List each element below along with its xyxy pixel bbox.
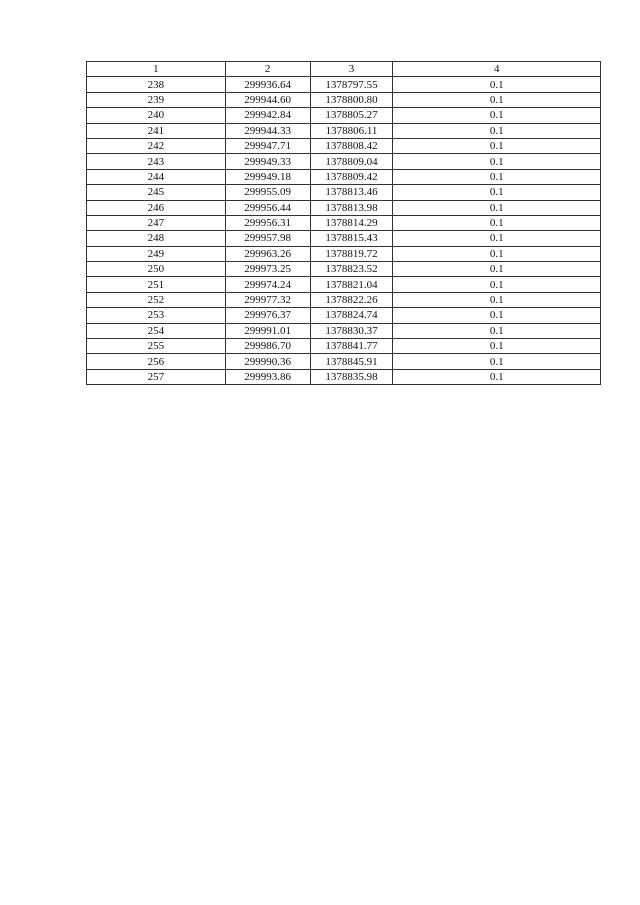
table-cell-col-4: 0.1: [393, 138, 601, 153]
table-cell-col-3: 1378808.42: [310, 138, 393, 153]
table-cell-col-3: 1378815.43: [310, 231, 393, 246]
table-row: [87, 339, 601, 354]
table-cell-col-3: 1378809.04: [310, 154, 393, 169]
table-row: [87, 108, 601, 123]
table-cell-col-2: 299949.33: [225, 154, 310, 169]
table-row: [87, 185, 601, 200]
table-row: [87, 246, 601, 261]
table-cell-col-2: 299990.36: [225, 354, 310, 369]
table-cell-col-3: 1378814.29: [310, 215, 393, 230]
table-cell-col-1: 238: [87, 77, 226, 92]
table-row: [87, 354, 601, 369]
header-col-3: 3: [310, 62, 393, 77]
header-col-2: 2: [225, 62, 310, 77]
table-row: [87, 200, 601, 215]
table-cell-col-4: 0.1: [393, 215, 601, 230]
table-cell-col-3: 1378809.42: [310, 169, 393, 184]
table-row: [87, 277, 601, 292]
table-cell-col-4: 0.1: [393, 339, 601, 354]
table-row: [87, 323, 601, 338]
table-cell-col-2: 299956.44: [225, 200, 310, 215]
table-cell-col-1: 242: [87, 138, 226, 153]
header-col-4: 4: [393, 62, 601, 77]
table-cell-col-2: 299942.84: [225, 108, 310, 123]
table-cell-col-2: 299947.71: [225, 138, 310, 153]
table-cell-col-2: 299986.70: [225, 339, 310, 354]
table-cell-col-3: 1378813.98: [310, 200, 393, 215]
table-cell-col-3: 1378841.77: [310, 339, 393, 354]
table-cell-col-2: 299949.18: [225, 169, 310, 184]
table-cell-col-3: 1378824.74: [310, 308, 393, 323]
table-cell-col-2: 299973.25: [225, 262, 310, 277]
table-cell-col-1: 254: [87, 323, 226, 338]
table-cell-col-4: 0.1: [393, 185, 601, 200]
table-cell-col-1: 240: [87, 108, 226, 123]
table-cell-col-2: 299936.64: [225, 77, 310, 92]
table-row: [87, 169, 601, 184]
table-cell-col-3: 1378806.11: [310, 123, 393, 138]
table-row: [87, 138, 601, 153]
table-cell-col-3: 1378805.27: [310, 108, 393, 123]
table-cell-col-1: 251: [87, 277, 226, 292]
table-cell-col-3: 1378823.52: [310, 262, 393, 277]
table-cell-col-4: 0.1: [393, 231, 601, 246]
table-cell-col-2: 299993.86: [225, 369, 310, 384]
table-cell-col-4: 0.1: [393, 277, 601, 292]
table-cell-col-3: 1378797.55: [310, 77, 393, 92]
table-cell-col-4: 0.1: [393, 200, 601, 215]
table-header-row: [87, 62, 601, 77]
table-row: [87, 369, 601, 384]
table-cell-col-2: 299955.09: [225, 185, 310, 200]
table-cell-col-3: 1378819.72: [310, 246, 393, 261]
table-cell-col-2: 299957.98: [225, 231, 310, 246]
table-cell-col-3: 1378821.04: [310, 277, 393, 292]
table-cell-col-1: 256: [87, 354, 226, 369]
table-cell-col-3: 1378835.98: [310, 369, 393, 384]
table-cell-col-4: 0.1: [393, 354, 601, 369]
table-cell-col-1: 244: [87, 169, 226, 184]
table-cell-col-2: 299944.60: [225, 92, 310, 107]
table-cell-col-4: 0.1: [393, 108, 601, 123]
table-cell-col-1: 247: [87, 215, 226, 230]
table-cell-col-4: 0.1: [393, 292, 601, 307]
table-cell-col-1: 248: [87, 231, 226, 246]
table-cell-col-3: 1378822.26: [310, 292, 393, 307]
table-cell-col-4: 0.1: [393, 246, 601, 261]
table-cell-col-2: 299963.26: [225, 246, 310, 261]
table-row: [87, 292, 601, 307]
header-col-1: 1: [87, 62, 226, 77]
table-row: [87, 77, 601, 92]
table-cell-col-3: 1378830.37: [310, 323, 393, 338]
table-row: [87, 308, 601, 323]
table-cell-col-3: 1378800.80: [310, 92, 393, 107]
table-row: [87, 262, 601, 277]
table-cell-col-1: 255: [87, 339, 226, 354]
table-cell-col-4: 0.1: [393, 262, 601, 277]
table-cell-col-2: 299976.37: [225, 308, 310, 323]
table-cell-col-1: 245: [87, 185, 226, 200]
table-cell-col-4: 0.1: [393, 154, 601, 169]
table-cell-col-4: 0.1: [393, 77, 601, 92]
table-cell-col-4: 0.1: [393, 323, 601, 338]
table-cell-col-4: 0.1: [393, 123, 601, 138]
table-cell-col-2: 299991.01: [225, 323, 310, 338]
table-cell-col-1: 250: [87, 262, 226, 277]
coordinates-table: [86, 61, 601, 385]
table-cell-col-1: 257: [87, 369, 226, 384]
table-row: [87, 154, 601, 169]
table-cell-col-1: 243: [87, 154, 226, 169]
table-cell-col-1: 249: [87, 246, 226, 261]
table-cell-col-2: 299977.32: [225, 292, 310, 307]
table-cell-col-4: 0.1: [393, 308, 601, 323]
table-cell-col-4: 0.1: [393, 92, 601, 107]
table-row: [87, 123, 601, 138]
table-row: [87, 231, 601, 246]
table-cell-col-3: 1378813.46: [310, 185, 393, 200]
table-cell-col-2: 299974.24: [225, 277, 310, 292]
table-row: [87, 215, 601, 230]
table-cell-col-4: 0.1: [393, 369, 601, 384]
table-cell-col-2: 299944.33: [225, 123, 310, 138]
table-cell-col-1: 241: [87, 123, 226, 138]
table-cell-col-1: 246: [87, 200, 226, 215]
table-cell-col-1: 253: [87, 308, 226, 323]
table-cell-col-1: 252: [87, 292, 226, 307]
table-cell-col-2: 299956.31: [225, 215, 310, 230]
table-cell-col-1: 239: [87, 92, 226, 107]
table-body: [87, 77, 601, 385]
table-cell-col-3: 1378845.91: [310, 354, 393, 369]
table-cell-col-4: 0.1: [393, 169, 601, 184]
table-row: [87, 92, 601, 107]
